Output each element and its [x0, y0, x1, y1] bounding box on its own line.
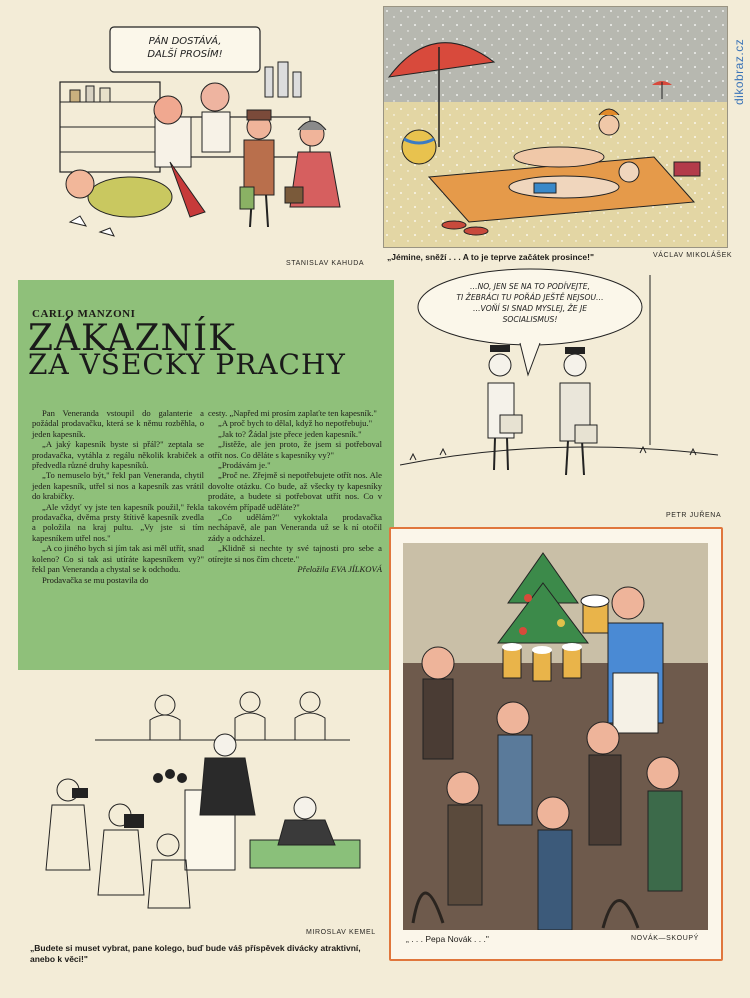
talk-bubble-line2: TI ŽEBRÁCI TU POŘÁD JEŠTĚ NEJSOU… — [456, 293, 604, 302]
article-title-line1: ZÁKAZNÍK — [28, 318, 237, 359]
article-column-2 — [208, 408, 382, 575]
paragraph: Prodavačka se mu postavila do — [42, 574, 149, 585]
talk-bubble-line3: …VOŇÍ SI SNAD MYSLEJ, ŽE JE — [472, 304, 588, 313]
shop-sign-line1: PÁN DOSTÁVÁ, — [148, 36, 222, 47]
pub-illustration — [403, 543, 708, 930]
article-title-line2: ZA VŠECKY PRACHY — [28, 348, 346, 381]
cartoon-court — [20, 680, 380, 910]
watermark-text: dikobraz.cz — [732, 38, 746, 105]
paragraph: „A jaký kapesník byste si přál?" zeptala se prodavačka, vytáhla z regálu několik krabiček a předvedla různé druhy kapesníků. — [32, 439, 204, 471]
shop-credit: STANISLAV KAHUDA — [286, 260, 365, 267]
paragraph: „Proč ne. Zřejmě si nepotřebujete otřít nos. Ale dovolte otázku. Co bude, až všecky ty kapesníky prodáte, a budete si potřebovat utřít nos. Co v takovém případě uděláte?" — [208, 470, 382, 512]
paragraph: „Prodávám je." — [218, 460, 271, 471]
beach-credit: VÁCLAV MIKOLÁŠEK — [653, 252, 733, 259]
court-caption: „Budete si muset vybrat, pane kolego, buď bude váš příspěvek divácky atraktivní, anebo k věci!" — [30, 943, 361, 964]
paragraph: „Klidně si nechte ty své tajnosti pro sebe a otírejte si nos čím chcete." — [208, 543, 382, 564]
paragraph: „To nemuselo být," řekl pan Veneranda, chytil jeden kapesník, utřel si nos a kapesník zas vrátil do krabičky. — [32, 470, 204, 502]
court-credit: MIROSLAV KEMEL — [306, 929, 376, 936]
paragraph: „Jistěže, ale jen proto, že jsem si potřeboval otřít nos. Co děláte s kapesníky vy?" — [208, 439, 382, 460]
paragraph: „A proč bych to dělal, když ho nepotřebuju." — [218, 418, 373, 429]
cartoon-beach — [383, 6, 728, 248]
paragraph: „Jak to? Žádal jste přece jeden kapesník." — [218, 428, 362, 439]
talk-credit: PETR JUŘENA — [666, 512, 722, 519]
paragraph: „Ale vždyť vy jste ten kapesník použil," řekla prodavačka, dvěma prsty štítivě kapesník zvedla a položila na kraj pultu. „Vy jste si tím kapesníkem utřel nos." — [32, 501, 204, 543]
paragraph: Pan Veneranda vstoupil do galanterie a požádal prodavačku, která se k němu rozběhla, o jeden kapesník. — [32, 408, 204, 439]
paragraph: cesty. „Napřed mi prosím zaplaťte ten kapesník." — [208, 408, 377, 418]
translator-credit: Přeložila EVA JÍLKOVÁ — [297, 564, 382, 575]
talk-bubble-line1: …NO, JEN SE NA TO PODÍVEJTE, — [470, 282, 590, 291]
court-illustration — [20, 680, 380, 910]
beach-illustration — [384, 7, 727, 247]
paragraph: „Co udělám?" vykoktala prodavačka nechápavě, ale pan Veneranda už se k ní otočil zády a odcházel. — [208, 512, 382, 543]
pub-credit: NOVÁK—SKOUPÝ — [631, 935, 699, 942]
cartoon-pub — [403, 543, 708, 930]
cartoon-talk — [400, 265, 730, 515]
pub-caption: „ . . . Pepa Novák . . ." — [406, 934, 489, 944]
talk-bubble-line4: SOCIALISMUS! — [502, 315, 558, 324]
article-box — [18, 280, 394, 670]
beach-caption: „Jémine, sněží . . . A to je teprve začátek prosince!" — [387, 252, 595, 262]
cartoon-shop — [40, 22, 370, 262]
shop-sign-line2: DALŠÍ PROSÍM! — [147, 49, 223, 60]
article-author: CARLO MANZONI — [32, 308, 136, 320]
paragraph: „A co jiného bych si jím tak asi měl utřít, snad koleno? Co si tak asi utíráte kapesníkem vy?" řekl pan Veneranda a chystal se k odchodu. — [32, 543, 204, 575]
article-column-1 — [32, 408, 204, 585]
